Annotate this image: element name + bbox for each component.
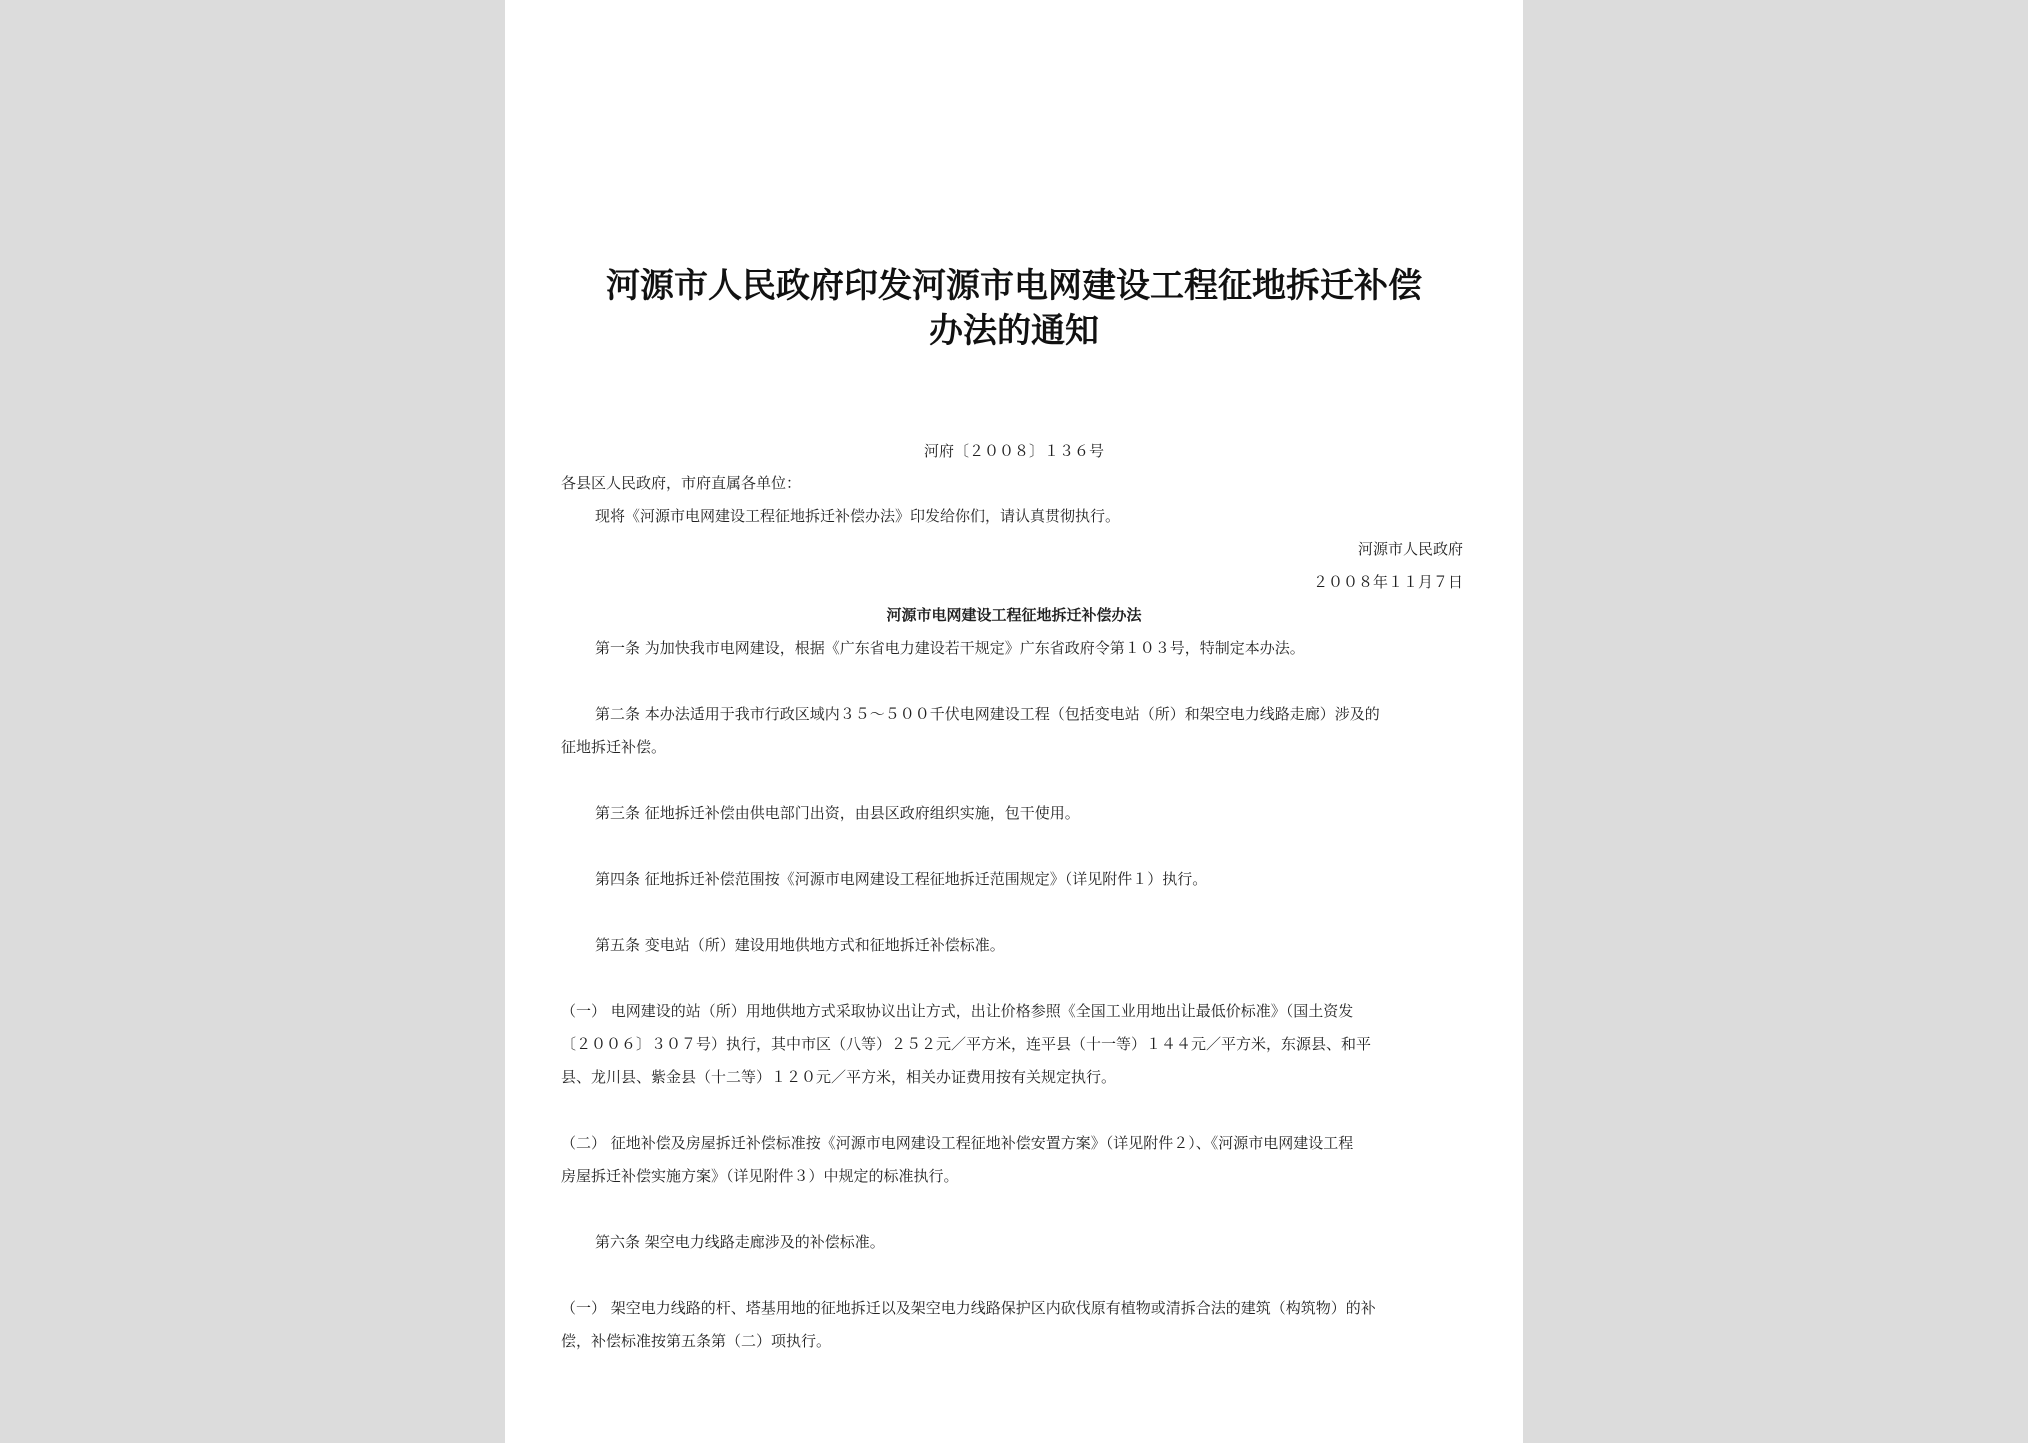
article-5-item-2-line-1: （二） 征地补偿及房屋拆迁补偿标准按《河源市电网建设工程征地补偿安置方案》（详见附件２）、《河源市电网建设工程 — [561, 1134, 1354, 1152]
intro-paragraph: 现将《河源市电网建设工程征地拆迁补偿办法》印发给你们，请认真贯彻执行。 — [595, 507, 1121, 525]
article-5-item-2-line-2: 房屋拆迁补偿实施方案》（详见附件３）中规定的标准执行。 — [561, 1167, 959, 1185]
article-5: 第五条 变电站（所）建设用地供地方式和征地拆迁补偿标准。 — [595, 936, 1005, 954]
issue-date: ２００８年１１月７日 — [1312, 573, 1463, 591]
issuer: 河源市人民政府 — [1357, 540, 1463, 558]
document-title-line-2: 办法的通知 — [929, 311, 1099, 351]
article-5-item-1-line-3: 县、龙川县、紫金县（十二等）１２０元／平方米，相关办证费用按有关规定执行。 — [561, 1068, 1117, 1086]
article-2-line-2: 征地拆迁补偿。 — [561, 738, 667, 756]
article-6-item-1-line-1: （一） 架空电力线路的杆、塔基用地的征地拆迁以及架空电力线路保护区内砍伐原有植物或清拆合法的建筑（构筑物）的补 — [561, 1299, 1376, 1317]
article-3: 第三条 征地拆迁补偿由供电部门出资，由县区政府组织实施，包干使用。 — [595, 804, 1080, 822]
article-1: 第一条 为加快我市电网建设，根据《广东省电力建设若干规定》广东省政府令第１０３号，特制定本办法。 — [595, 639, 1305, 657]
document-page — [505, 0, 1523, 1443]
article-2-line-1: 第二条 本办法适用于我市行政区域内３５～５００千伏电网建设工程（包括变电站（所）和架空电力线路走廊）涉及的 — [595, 705, 1380, 723]
article-4: 第四条 征地拆迁补偿范围按《河源市电网建设工程征地拆迁范围规定》（详见附件１）执行。 — [595, 870, 1208, 888]
document-title-line-1: 河源市人民政府印发河源市电网建设工程征地拆迁补偿 — [606, 266, 1422, 306]
recipients: 各县区人民政府，市府直属各单位： — [561, 474, 802, 492]
article-5-item-1-line-1: （一） 电网建设的站（所）用地供地方式采取协议出让方式，出让价格参照《全国工业用地出让最低价标准》（国土资发 — [561, 1002, 1354, 1020]
article-6: 第六条 架空电力线路走廊涉及的补偿标准。 — [595, 1233, 885, 1251]
article-5-item-1-line-2: 〔２００６〕３０７号）执行，其中市区（八等）２５２元／平方米，连平县（十一等）１４４元／平方米，东源县、和平 — [561, 1035, 1372, 1053]
article-6-item-1-line-2: 偿，补偿标准按第五条第（二）项执行。 — [561, 1332, 832, 1350]
measures-title: 河源市电网建设工程征地拆迁补偿办法 — [886, 606, 1142, 624]
document-number: 河府〔２００８〕１３６号 — [923, 442, 1104, 460]
